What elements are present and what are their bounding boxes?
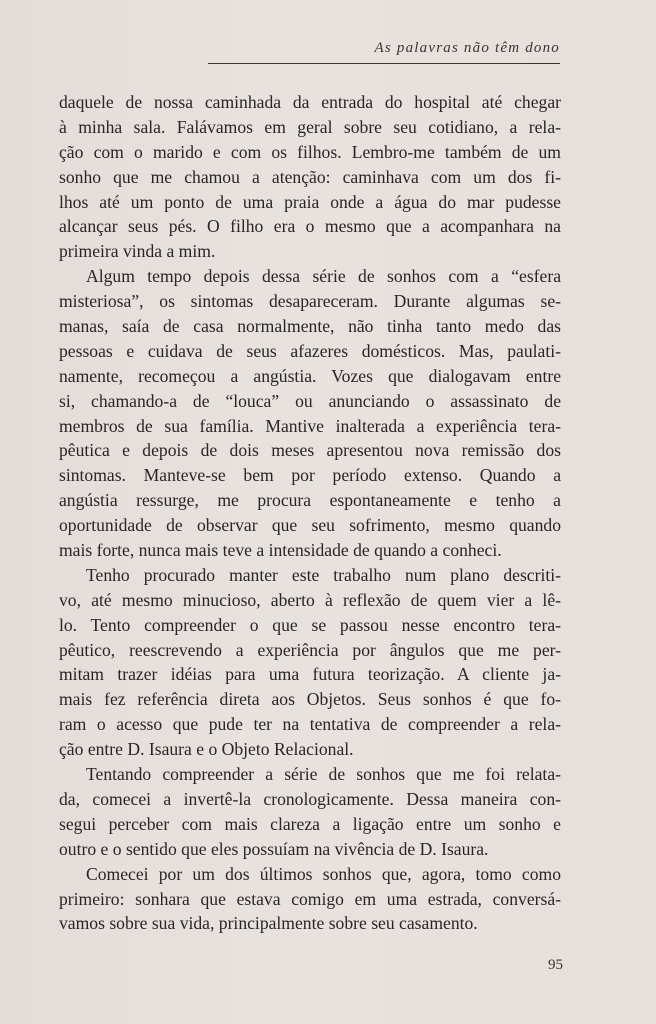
- paragraph: [59, 762, 561, 862]
- text-line: manas, saía de casa normalmente, não tinha tanto medo das: [59, 316, 561, 337]
- text-line: pêutica e depois de dois meses apresentou nova remissão dos: [59, 440, 561, 461]
- text-line: primeiro: sonhara que estava comigo em uma estrada, conversá-: [59, 888, 561, 909]
- text-line: outro e o sentido que eles possuíam na vivência de D. Isaura.: [59, 838, 489, 859]
- text-line: sintomas. Manteve-se bem por período extenso. Quando a: [59, 465, 561, 486]
- paragraph: [59, 264, 561, 563]
- text-line: daquele de nossa caminhada da entrada do hospital até chegar: [59, 92, 561, 112]
- text-line: pêutico, reescrevendo a experiência por ângulos que me per-: [59, 639, 561, 660]
- text-line: da, comecei a invertê-la cronologicamente. Dessa maneira con-: [59, 788, 561, 809]
- text-line: vo, até mesmo minucioso, aberto à reflexão de quem vier a lê-: [59, 589, 561, 610]
- text-line: mais forte, nunca mais teve a intensidade de quando a conheci.: [59, 540, 502, 561]
- text-line: Comecei por um dos últimos sonhos que, agora, tomo como: [86, 863, 561, 884]
- text-line: Tenho procurado manter este trabalho num plano descriti-: [86, 564, 561, 585]
- text-line: oportunidade de observar que seu sofrimento, mesmo quando: [59, 515, 561, 536]
- text-line: alcançar seus pés. O filho era o mesmo que a acompanhara na: [59, 216, 561, 237]
- text-line: membros de sua família. Mantive inalterada a experiência tera-: [59, 415, 561, 436]
- text-line: si, chamando-a de “louca” ou anunciando o assassinato de: [59, 390, 561, 411]
- text-line: mitam trazer idéias para uma futura teorização. A cliente ja-: [59, 664, 561, 685]
- text-line: lo. Tento compreender o que se passou nesse encontro tera-: [59, 614, 561, 635]
- text-line: sonho que me chamou a atenção: caminhava com um dos fi-: [59, 166, 561, 187]
- paragraph: [59, 862, 561, 937]
- body-text: [59, 90, 561, 936]
- text-line: lhos até um ponto de uma praia onde a água do mar pudesse: [59, 191, 561, 212]
- text-line: misteriosa”, os sintomas desapareceram. Durante algumas se-: [59, 291, 561, 312]
- text-line: angústia ressurge, me procura espontaneamente e tenho a: [59, 490, 561, 511]
- text-line: primeira vinda a mim.: [59, 241, 216, 262]
- text-line: Algum tempo depois dessa série de sonhos com a “esfera: [86, 266, 561, 287]
- text-line: namente, recomeçou a angústia. Vozes que dialogavam entre: [59, 365, 561, 386]
- text-line: ram o acesso que pude ter na tentativa de compreender a rela-: [59, 714, 561, 735]
- text-line: ção entre D. Isaura e o Objeto Relacional.: [59, 739, 354, 760]
- text-line: ção com o marido e com os filhos. Lembro-me também de um: [59, 141, 561, 162]
- text-line: vamos sobre sua vida, principalmente sobre seu casamento.: [59, 913, 478, 934]
- page-number: 95: [548, 957, 563, 973]
- paragraph: [59, 563, 561, 762]
- text-line: mais fez referência direta aos Objetos. Seus sonhos é que fo-: [59, 689, 561, 710]
- header-rule: [208, 63, 560, 64]
- paragraph: [59, 90, 561, 264]
- text-line: à minha sala. Falávamos em geral sobre seu cotidiano, a rela-: [59, 116, 561, 137]
- text-line: pessoas e cuidava de seus afazeres domésticos. Mas, paulati-: [59, 340, 561, 361]
- text-line: segui perceber com mais clareza a ligação entre um sonho e: [59, 813, 561, 834]
- running-head: As palavras não têm dono: [374, 40, 560, 56]
- text-line: Tentando compreender a série de sonhos que me foi relata-: [86, 764, 561, 785]
